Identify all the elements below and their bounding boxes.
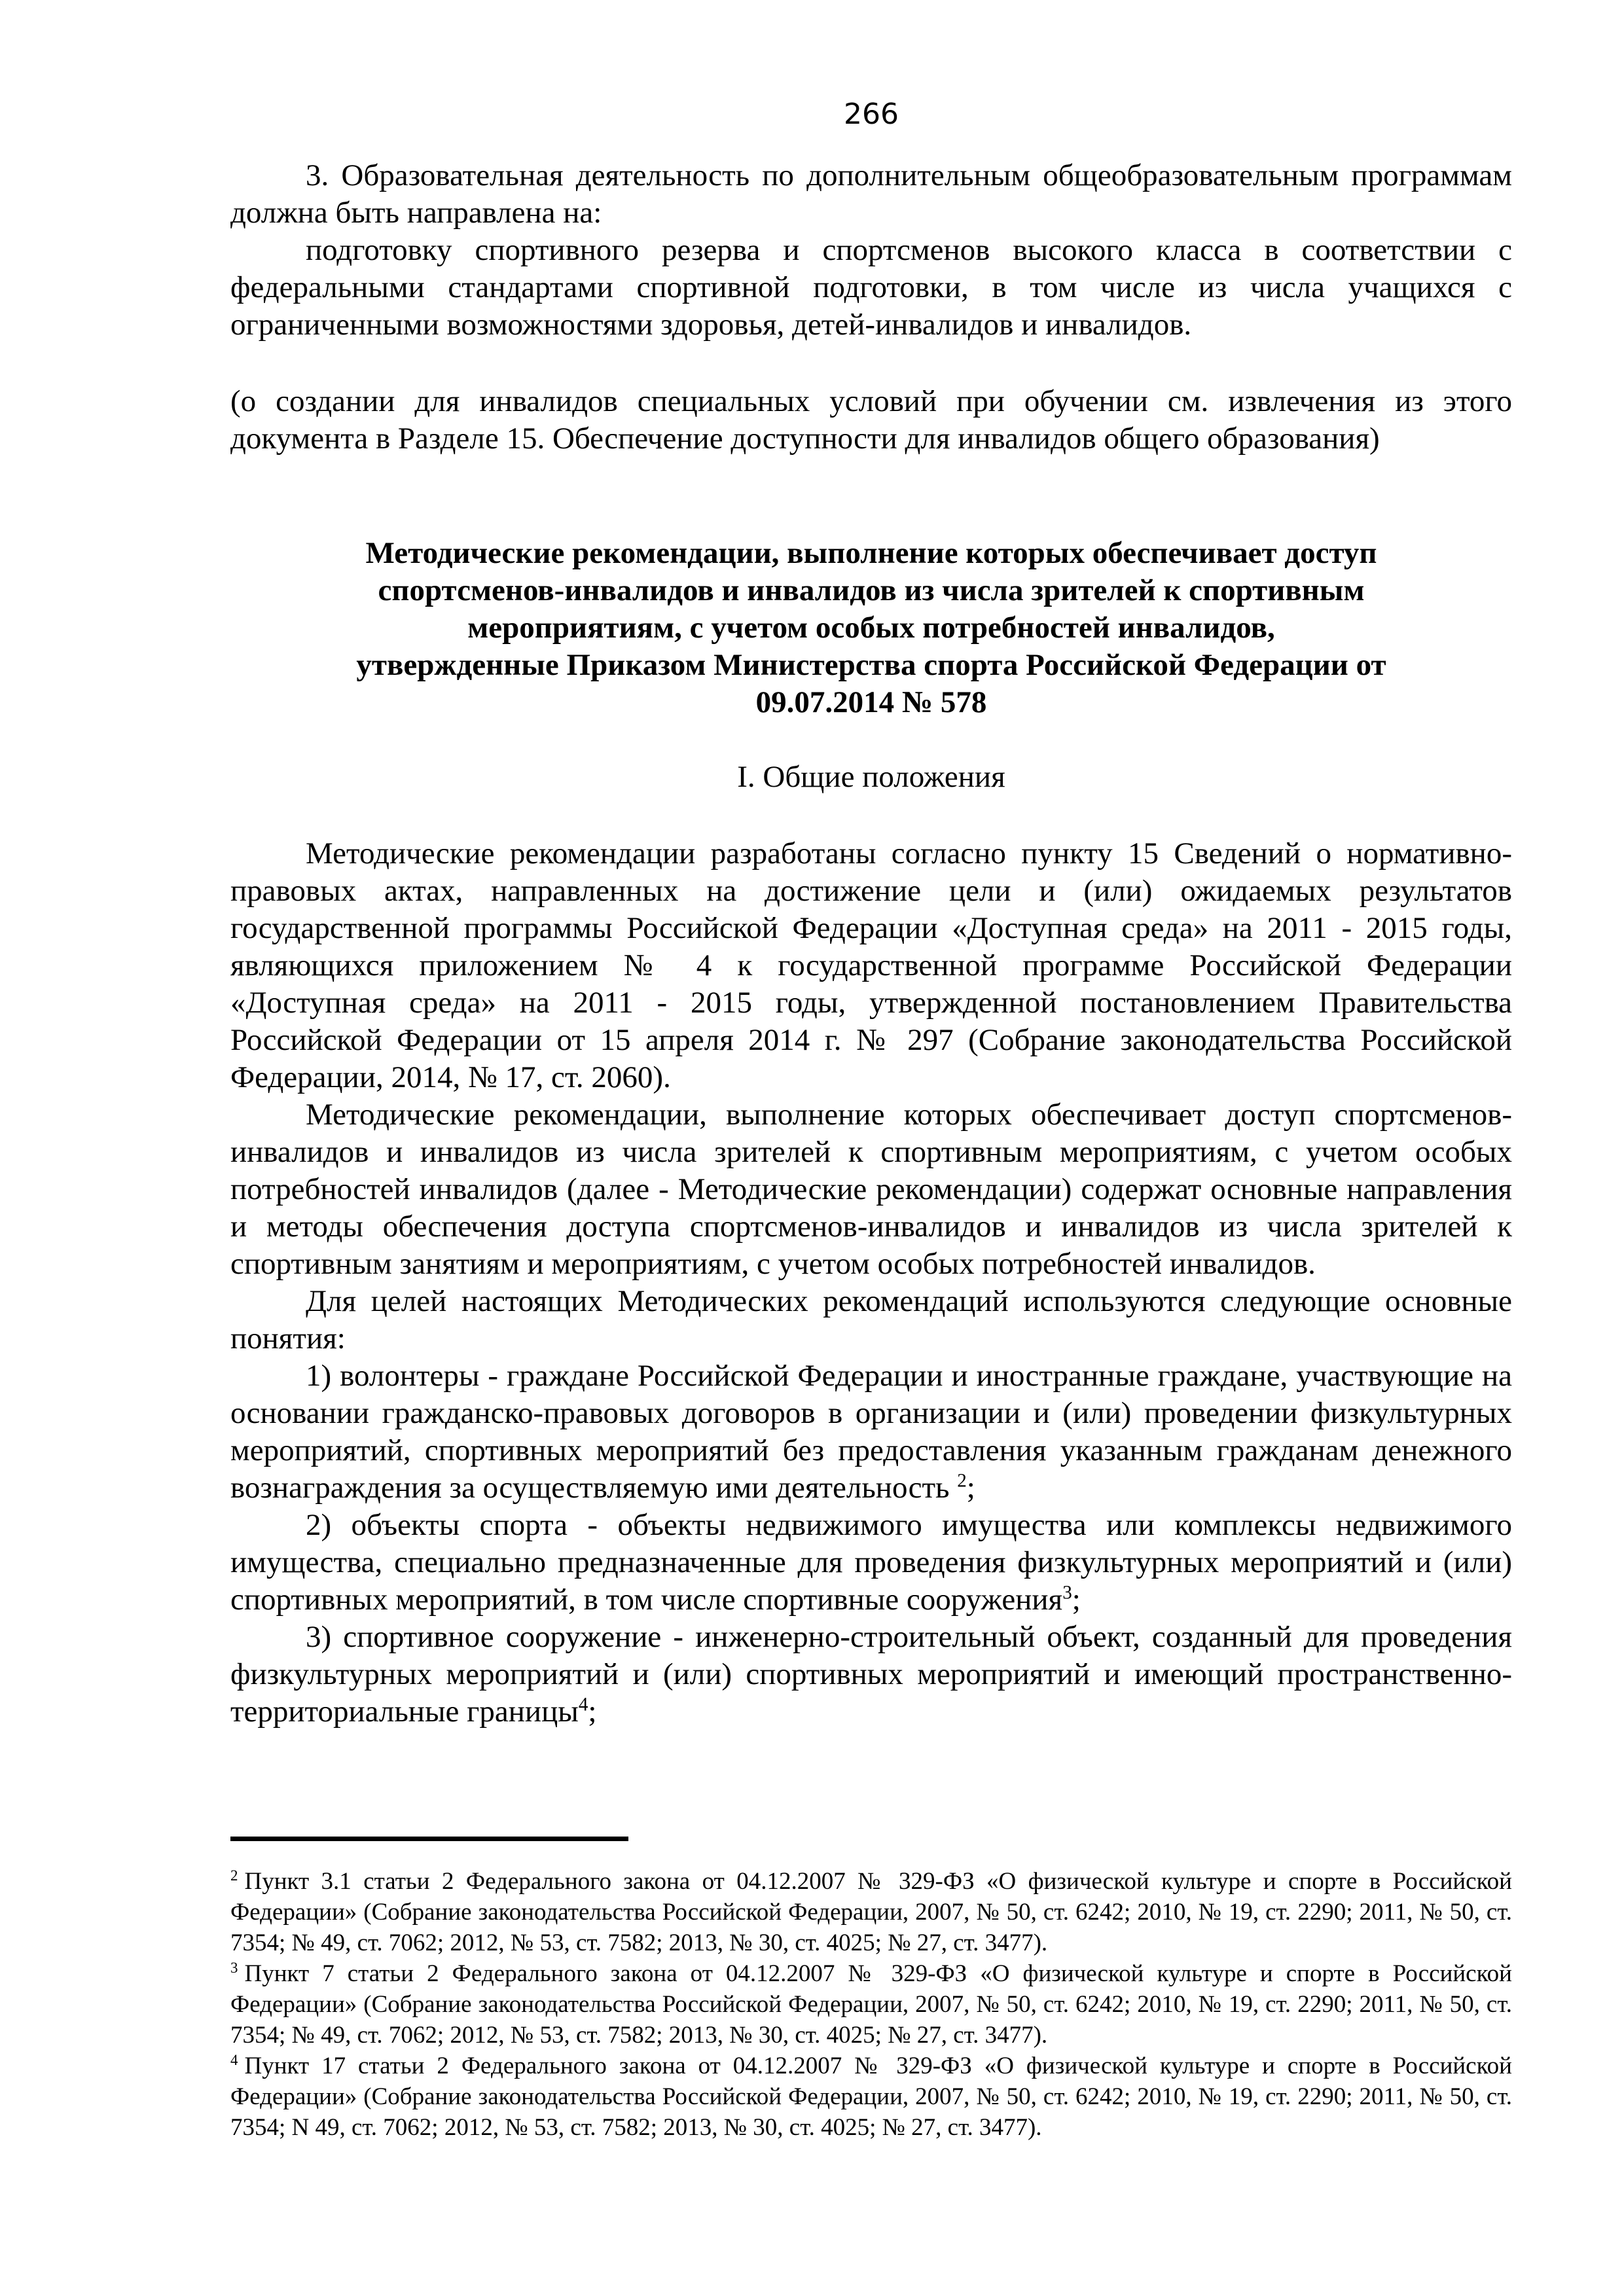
paragraph-education-activity: 3. Образовательная деятельность по дополнительным общеобразовательным программам должна быть направлена на: (230, 158, 1512, 230)
definition-item-sport-facility (230, 1619, 1512, 1731)
definition-item-volunteers (230, 1357, 1512, 1507)
document-title-line: 09.07.2014 № 578 (755, 685, 987, 719)
definition-text: 3) спортивное сооружение - инженерно-строительный объект, созданный для проведения физкультурных мероприятий и (или) спортивных мероприятий и имеющий пространственно-территориальные границы (230, 1620, 1512, 1729)
footnote-4-text: Пункт 17 статьи 2 Федерального закона от 04.12.2007 № 329-ФЗ «О физической культуре и спорте в Российской Федерации» (Собрание законодательства Российской Федерации, 2007, № 50, ст. 6242; 2010, № 19, ст. 2290; 2011, № 50, ст. 7354; N 49, ст. 7062; 2012, № 53, ст. 7582; 2013, № 30, ст. 4025; № 27, ст. 3477). (230, 2053, 1512, 2141)
page-number: 266 (844, 98, 899, 131)
footnote-4-number: 4 (230, 2051, 238, 2068)
paragraph-cross-reference-note: (о создании для инвалидов специальных условий при обучении см. извлечения из этого документа в Разделе 15. Обеспечение доступности для инвалидов общего образования) (230, 384, 1512, 456)
definition-text: 1) волонтеры - граждане Российской Федерации и иностранные граждане, участвующие на основании гражданско-правовых договоров в организации и (или) проведении физкультурных мероприятий, спортивных мероприятий без предоставления указанным гражданам денежного вознаграждения за осуществляемую ими деятельность (230, 1359, 1512, 1505)
footnote-4 (230, 2051, 1512, 2143)
footnote-2-text: Пункт 3.1 статьи 2 Федерального закона от 04.12.2007 № 329-ФЗ «О физической культуре и спорте в Российской Федерации» (Собрание законодательства Российской Федерации, 2007, № 50, ст. 6242; 2010, № 19, ст. 2290; 2011, № 50, ст. 7354; № 49, ст. 7062; 2012, № 53, ст. 7582; 2013, № 30, ст. 4025; № 27, ст. 3477). (230, 1868, 1512, 1956)
document-title-line: утвержденные Приказом Министерства спорта Российской Федерации от (356, 648, 1386, 682)
definition-item-sport-objects (230, 1507, 1512, 1619)
footnote-ref-2: 2 (957, 1470, 967, 1492)
footnote-ref-3: 3 (1062, 1582, 1072, 1604)
definition-tail: ; (966, 1471, 975, 1505)
paragraph-recommendations-content: Методические рекомендации, выполнение которых обеспечивает доступ спортсменов-инвалидов и инвалидов из числа зрителей к спортивным мероприятиям, с учетом особых потребностей инвалидов (далее - Методические рекомендации) содержат основные направления и методы обеспечения доступа спортсменов-инвалидов и инвалидов из числа зрителей к спортивным занятиям и мероприятиям, с учетом особых потребностей инвалидов. (230, 1098, 1512, 1281)
footnote-ref-4: 4 (578, 1694, 588, 1715)
definition-tail: ; (588, 1695, 597, 1729)
paragraph-sport-training: подготовку спортивного резерва и спортсменов высокого класса в соответствии с федеральными стандартами спортивной подготовки, в том числе из числа учащихся с ограниченными возможностями здоровья, детей-инвалидов и инвалидов. (230, 233, 1512, 342)
document-title-line: спортсменов-инвалидов и инвалидов из числа зрителей к спортивным (378, 573, 1365, 607)
paragraph-definitions-intro: Для целей настоящих Методических рекомендаций используются следующие основные понятия: (230, 1284, 1512, 1355)
footnote-3-text: Пункт 7 статьи 2 Федерального закона от 04.12.2007 № 329-ФЗ «О физической культуре и спорте в Российской Федерации» (Собрание законодательства Российской Федерации, 2007, № 50, ст. 6242; 2010, № 19, ст. 2290; 2011, № 50, ст. 7354; № 49, ст. 7062; 2012, № 53, ст. 7582; 2013, № 30, ст. 4025; № 27, ст. 3477). (230, 1960, 1512, 2049)
footnote-separator-rule (230, 1837, 628, 1841)
definition-text: 2) объекты спорта - объекты недвижимого имущества или комплексы недвижимого имущества, специально предназначенные для проведения физкультурных мероприятий и (или) спортивных мероприятий, в том числе спортивные сооружения (230, 1508, 1512, 1617)
footnote-3-number: 3 (230, 1959, 238, 1976)
footnote-2-number: 2 (230, 1867, 238, 1884)
footnotes-section (230, 1837, 1512, 2143)
footnote-3 (230, 1958, 1512, 2051)
document-title (230, 535, 1512, 721)
definition-tail: ; (1072, 1583, 1081, 1617)
section-heading-general-provisions: I. Общие положения (737, 760, 1005, 794)
paragraph-recommendations-basis: Методические рекомендации разработаны согласно пункту 15 Сведений о нормативно-правовых актах, направленных на достижение цели и (или) ожидаемых результатов государственной программы Российской Федерации «Доступная среда» на 2011 - 2015 годы, являющихся приложением № 4 к государственной программе Российской Федерации «Доступная среда» на 2011 - 2015 годы, утвержденной постановлением Правительства Российской Федерации от 15 апреля 2014 г. № 297 (Собрание законодательства Российской Федерации, 2014, № 17, ст. 2060). (230, 836, 1512, 1094)
document-title-line: мероприятиям, с учетом особых потребностей инвалидов, (467, 611, 1275, 645)
document-title-line: Методические рекомендации, выполнение которых обеспечивает доступ (365, 536, 1377, 570)
footnote-2 (230, 1866, 1512, 1958)
page-content (230, 157, 1512, 1731)
